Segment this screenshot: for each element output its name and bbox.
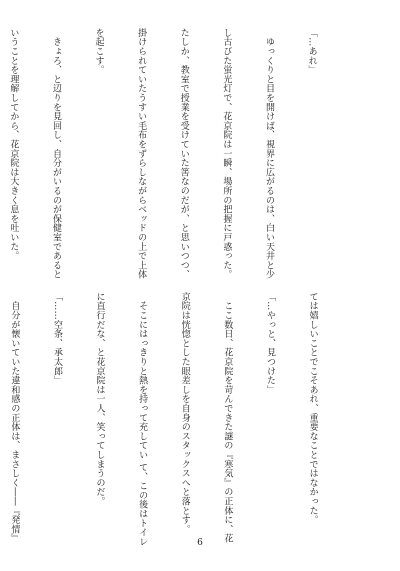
text-line: 自分が懐いていた違和感の正体は、まさしく――『発情』 — [9, 292, 20, 544]
text-line: ては嬉しいことでこそあれ、重要なことではなかった。 — [307, 292, 318, 525]
text-line: ゆっくりと目を開けば、視界に広がるのは、白い天井と少 — [263, 28, 274, 280]
text-line: そこにはっきりと熱を持って充してい て、この後はトイレ — [137, 292, 148, 547]
upper-text-block — [8, 28, 347, 280]
text-line: 「…やっと、見つけた」 — [264, 292, 275, 395]
text-line: 掛けられていたうすい毛布をずらしながらベッドの上で上体 — [136, 28, 147, 280]
text-line: に直行だな、と花京院は一人、笑ってしまうのだ。 — [94, 292, 105, 506]
text-line: 「…あれ」 — [306, 28, 317, 75]
text-line: たしか、教室で授業を受けていた筈なのだが、と思いつつ、 — [178, 28, 189, 280]
text-line: 京院は恍惚とした眼差しを自身のスタックスへと落とす。 — [179, 292, 190, 534]
text-line: ここ数日、花京院を苛んできた謎の『寒気』の正体に、花 — [222, 292, 233, 544]
text-line: を起こす。 — [93, 28, 104, 75]
lower-text-block — [9, 292, 348, 547]
page-number: 6 — [197, 538, 203, 548]
text-line: いうことを理解してから、花京院は大きく息を吐いた。 — [8, 28, 19, 261]
text-line: きょろ、と辺りを見回し、自分がいるのが保健室であると — [50, 28, 61, 280]
text-line: し古びた蛍光灯で、花京院は一瞬、場所の把握に戸惑った。 — [221, 28, 232, 280]
text-line: 「……空条、承太郎」 — [51, 292, 62, 385]
